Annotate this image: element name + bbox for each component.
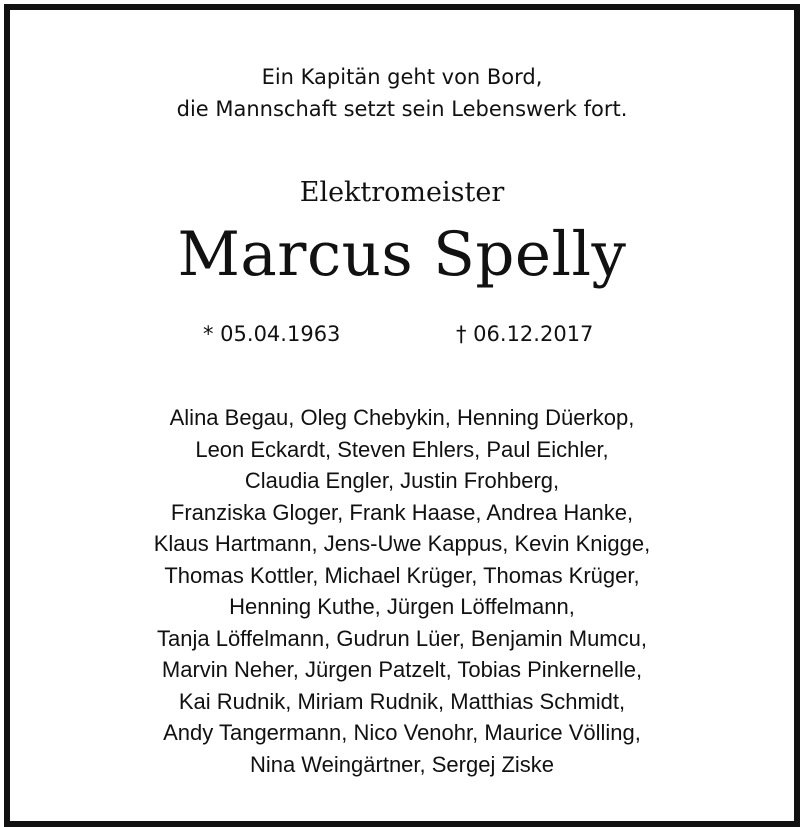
mourner-line: Alina Begau, Oleg Chebykin, Henning Düerkop, [169,405,635,430]
mourner-line: Marvin Neher, Jürgen Patzelt, Tobias Pinkernelle, [161,657,643,682]
death-date: † 06.12.2017 [456,322,594,346]
mourner-line: Klaus Hartmann, Jens-Uwe Kappus, Kevin Knigge, [153,531,651,556]
deceased-name: Marcus Spelly [177,219,627,290]
birth-date: * 05.04.1963 [203,322,341,346]
mourner-line: Henning Kuthe, Jürgen Löffelmann, [229,594,575,619]
mourner-line: Nina Weingärtner, Sergej Ziske [249,751,555,777]
mourner-line: Leon Eckardt, Steven Ehlers, Paul Eichler, [195,436,609,462]
mourner-line: Kai Rudnik, Miriam Rudnik, Matthias Schmidt, [178,688,626,714]
mourner-line: Franziska Gloger, Frank Haase, Andrea Hanke, [170,499,634,525]
mourner-line: Claudia Engler, Justin Frohberg, [244,468,560,493]
motto-line: Ein Kapitän geht von Bord, [261,65,543,89]
profession-title: Elektromeister [299,177,505,208]
mourner-line: Thomas Kottler, Michael Krüger, Thomas Krüger, [164,562,640,588]
mourner-line: Tanja Löffelmann, Gudrun Lüer, Benjamin Mumcu, [157,625,647,651]
obituary-notice [4,4,800,827]
motto-line: die Mannschaft setzt sein Lebenswerk fort. [176,97,628,121]
mourner-line: Andy Tangermann, Nico Venohr, Maurice Völling, [163,720,641,745]
mourners-list [30,402,774,780]
